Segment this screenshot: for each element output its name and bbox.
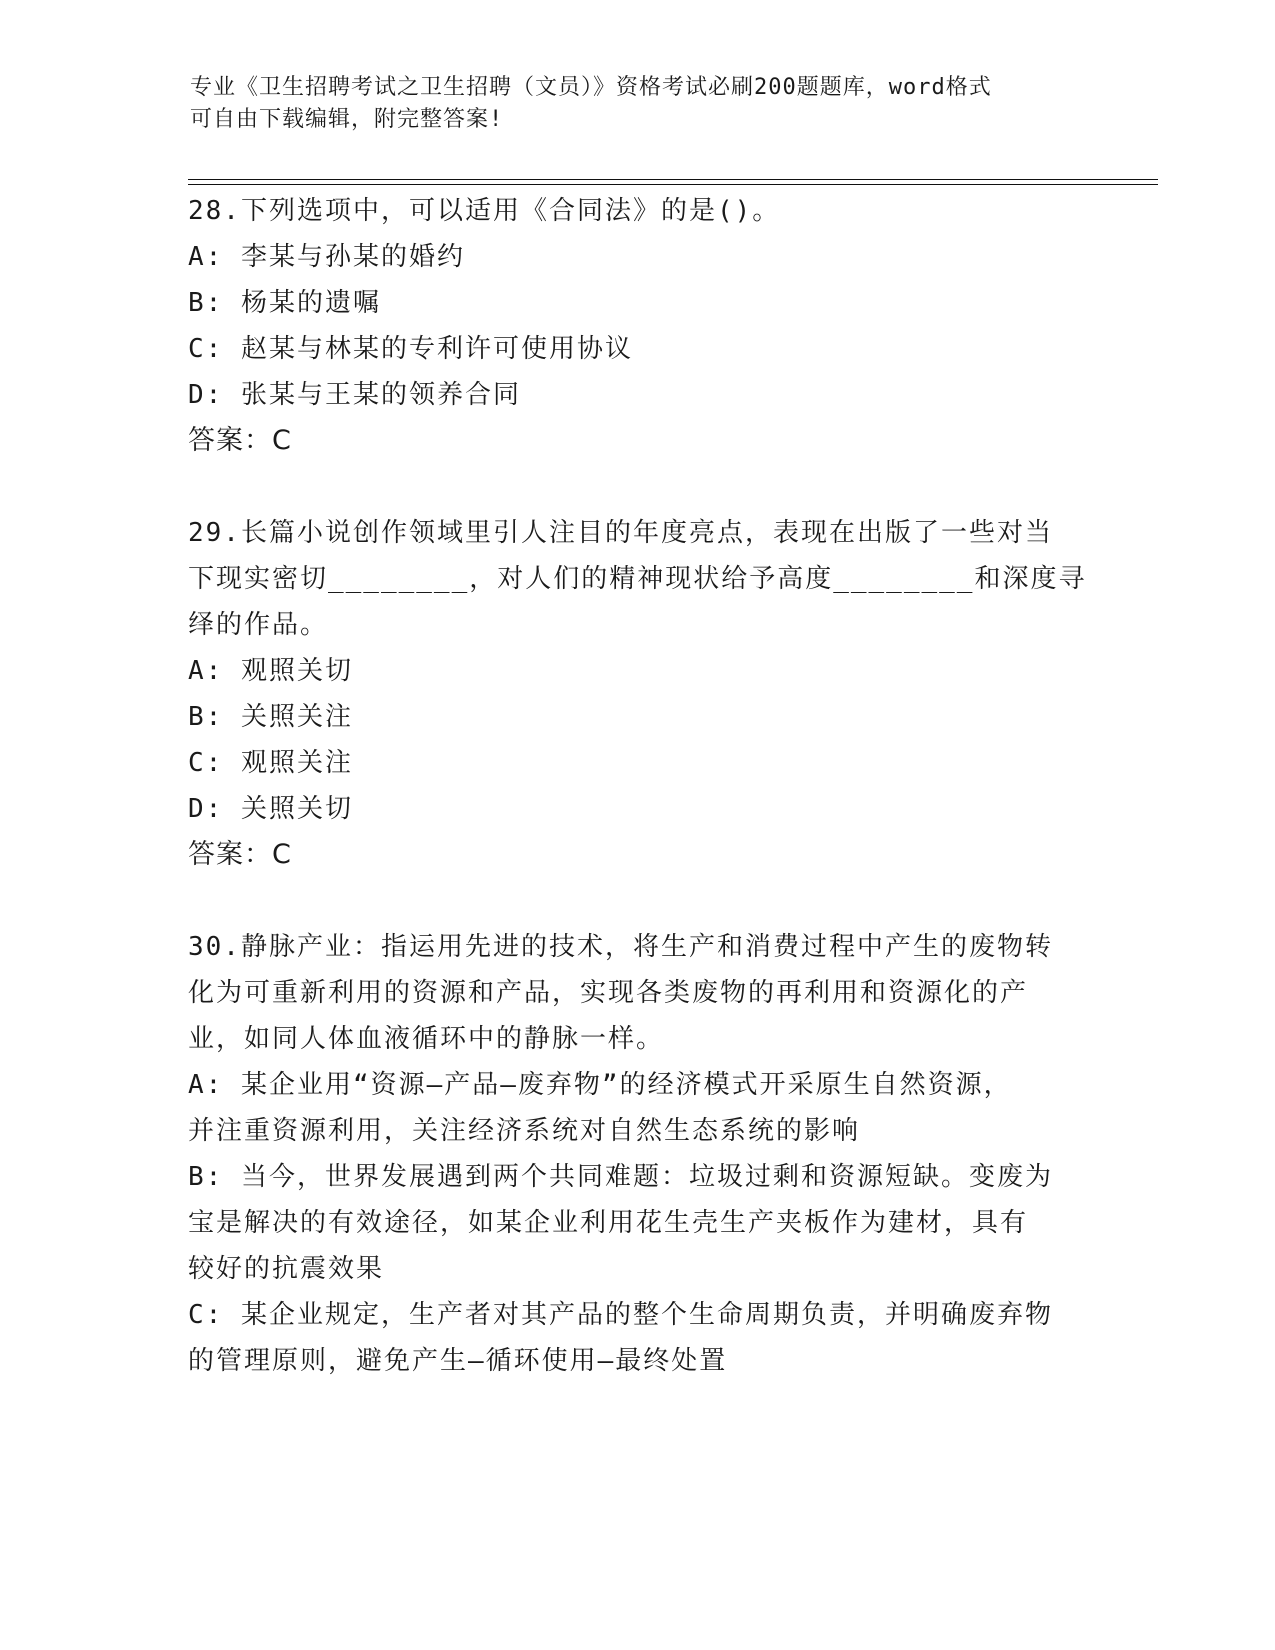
- question-text-line: 化为可重新利用的资源和产品，实现各类废物的再利用和资源化的产: [188, 978, 1029, 1008]
- option-c-continued: 的管理原则，避免产生—循环使用—最终处置: [188, 1346, 728, 1376]
- question-29: [188, 510, 1088, 878]
- spacer: [188, 878, 1088, 924]
- option-c: C: 观照关注: [188, 748, 353, 778]
- option-b-continued: 宝是解决的有效途径，如某企业利用花生壳生产夹板作为建材，具有: [188, 1208, 1029, 1238]
- option-b-continued: 较好的抗震效果: [188, 1254, 385, 1284]
- option-c: C: 某企业规定，生产者对其产品的整个生命周期负责，并明确废弃物: [188, 1300, 1053, 1330]
- question-text-line: 29.长篇小说创作领域里引人注目的年度亮点，表现在出版了一些对当: [188, 518, 1053, 548]
- option-b: B: 当今，世界发展遇到两个共同难题：垃圾过剩和资源短缺。变废为: [188, 1162, 1053, 1192]
- option-b: B: 关照关注: [188, 702, 353, 732]
- question-list: [188, 188, 1088, 1384]
- question-text-line: 28.下列选项中，可以适用《合同法》的是()。: [188, 196, 781, 226]
- option-b: B: 杨某的遗嘱: [188, 288, 381, 318]
- option-a: A: 观照关切: [188, 656, 353, 686]
- answer-label: 答案：C: [188, 425, 292, 456]
- question-text-line: 下现实密切________，对人们的精神现状给予高度________和深度寻: [188, 564, 1087, 594]
- question-text-line: 绎的作品。: [188, 610, 329, 640]
- header-line-1: 专业《卫生招聘考试之卫生招聘（文员）》资格考试必刷200题题库，word格式: [190, 75, 992, 100]
- option-c: C: 赵某与林某的专利许可使用协议: [188, 334, 633, 364]
- header-rule-top: [188, 179, 1158, 180]
- option-a-continued: 并注重资源利用，关注经济系统对自然生态系统的影响: [188, 1116, 861, 1146]
- question-text-line: 业，如同人体血液循环中的静脉一样。: [188, 1024, 665, 1054]
- header-rule-bottom: [188, 184, 1158, 185]
- question-30: [188, 924, 1088, 1384]
- option-a: A: 李某与孙某的婚约: [188, 242, 465, 272]
- header-line-2: 可自由下载编辑，附完整答案!: [190, 107, 504, 132]
- option-d: D: 张某与王某的领养合同: [188, 380, 521, 410]
- option-a: A: 某企业用“资源—产品—废弃物”的经济模式开采原生自然资源，: [188, 1070, 1012, 1100]
- option-d: D: 关照关切: [188, 794, 353, 824]
- answer-label: 答案：C: [188, 839, 292, 870]
- question-text-line: 30.静脉产业：指运用先进的技术，将生产和消费过程中产生的废物转: [188, 932, 1053, 962]
- document-header: [190, 72, 1090, 136]
- spacer: [188, 464, 1088, 510]
- question-28: [188, 188, 1088, 464]
